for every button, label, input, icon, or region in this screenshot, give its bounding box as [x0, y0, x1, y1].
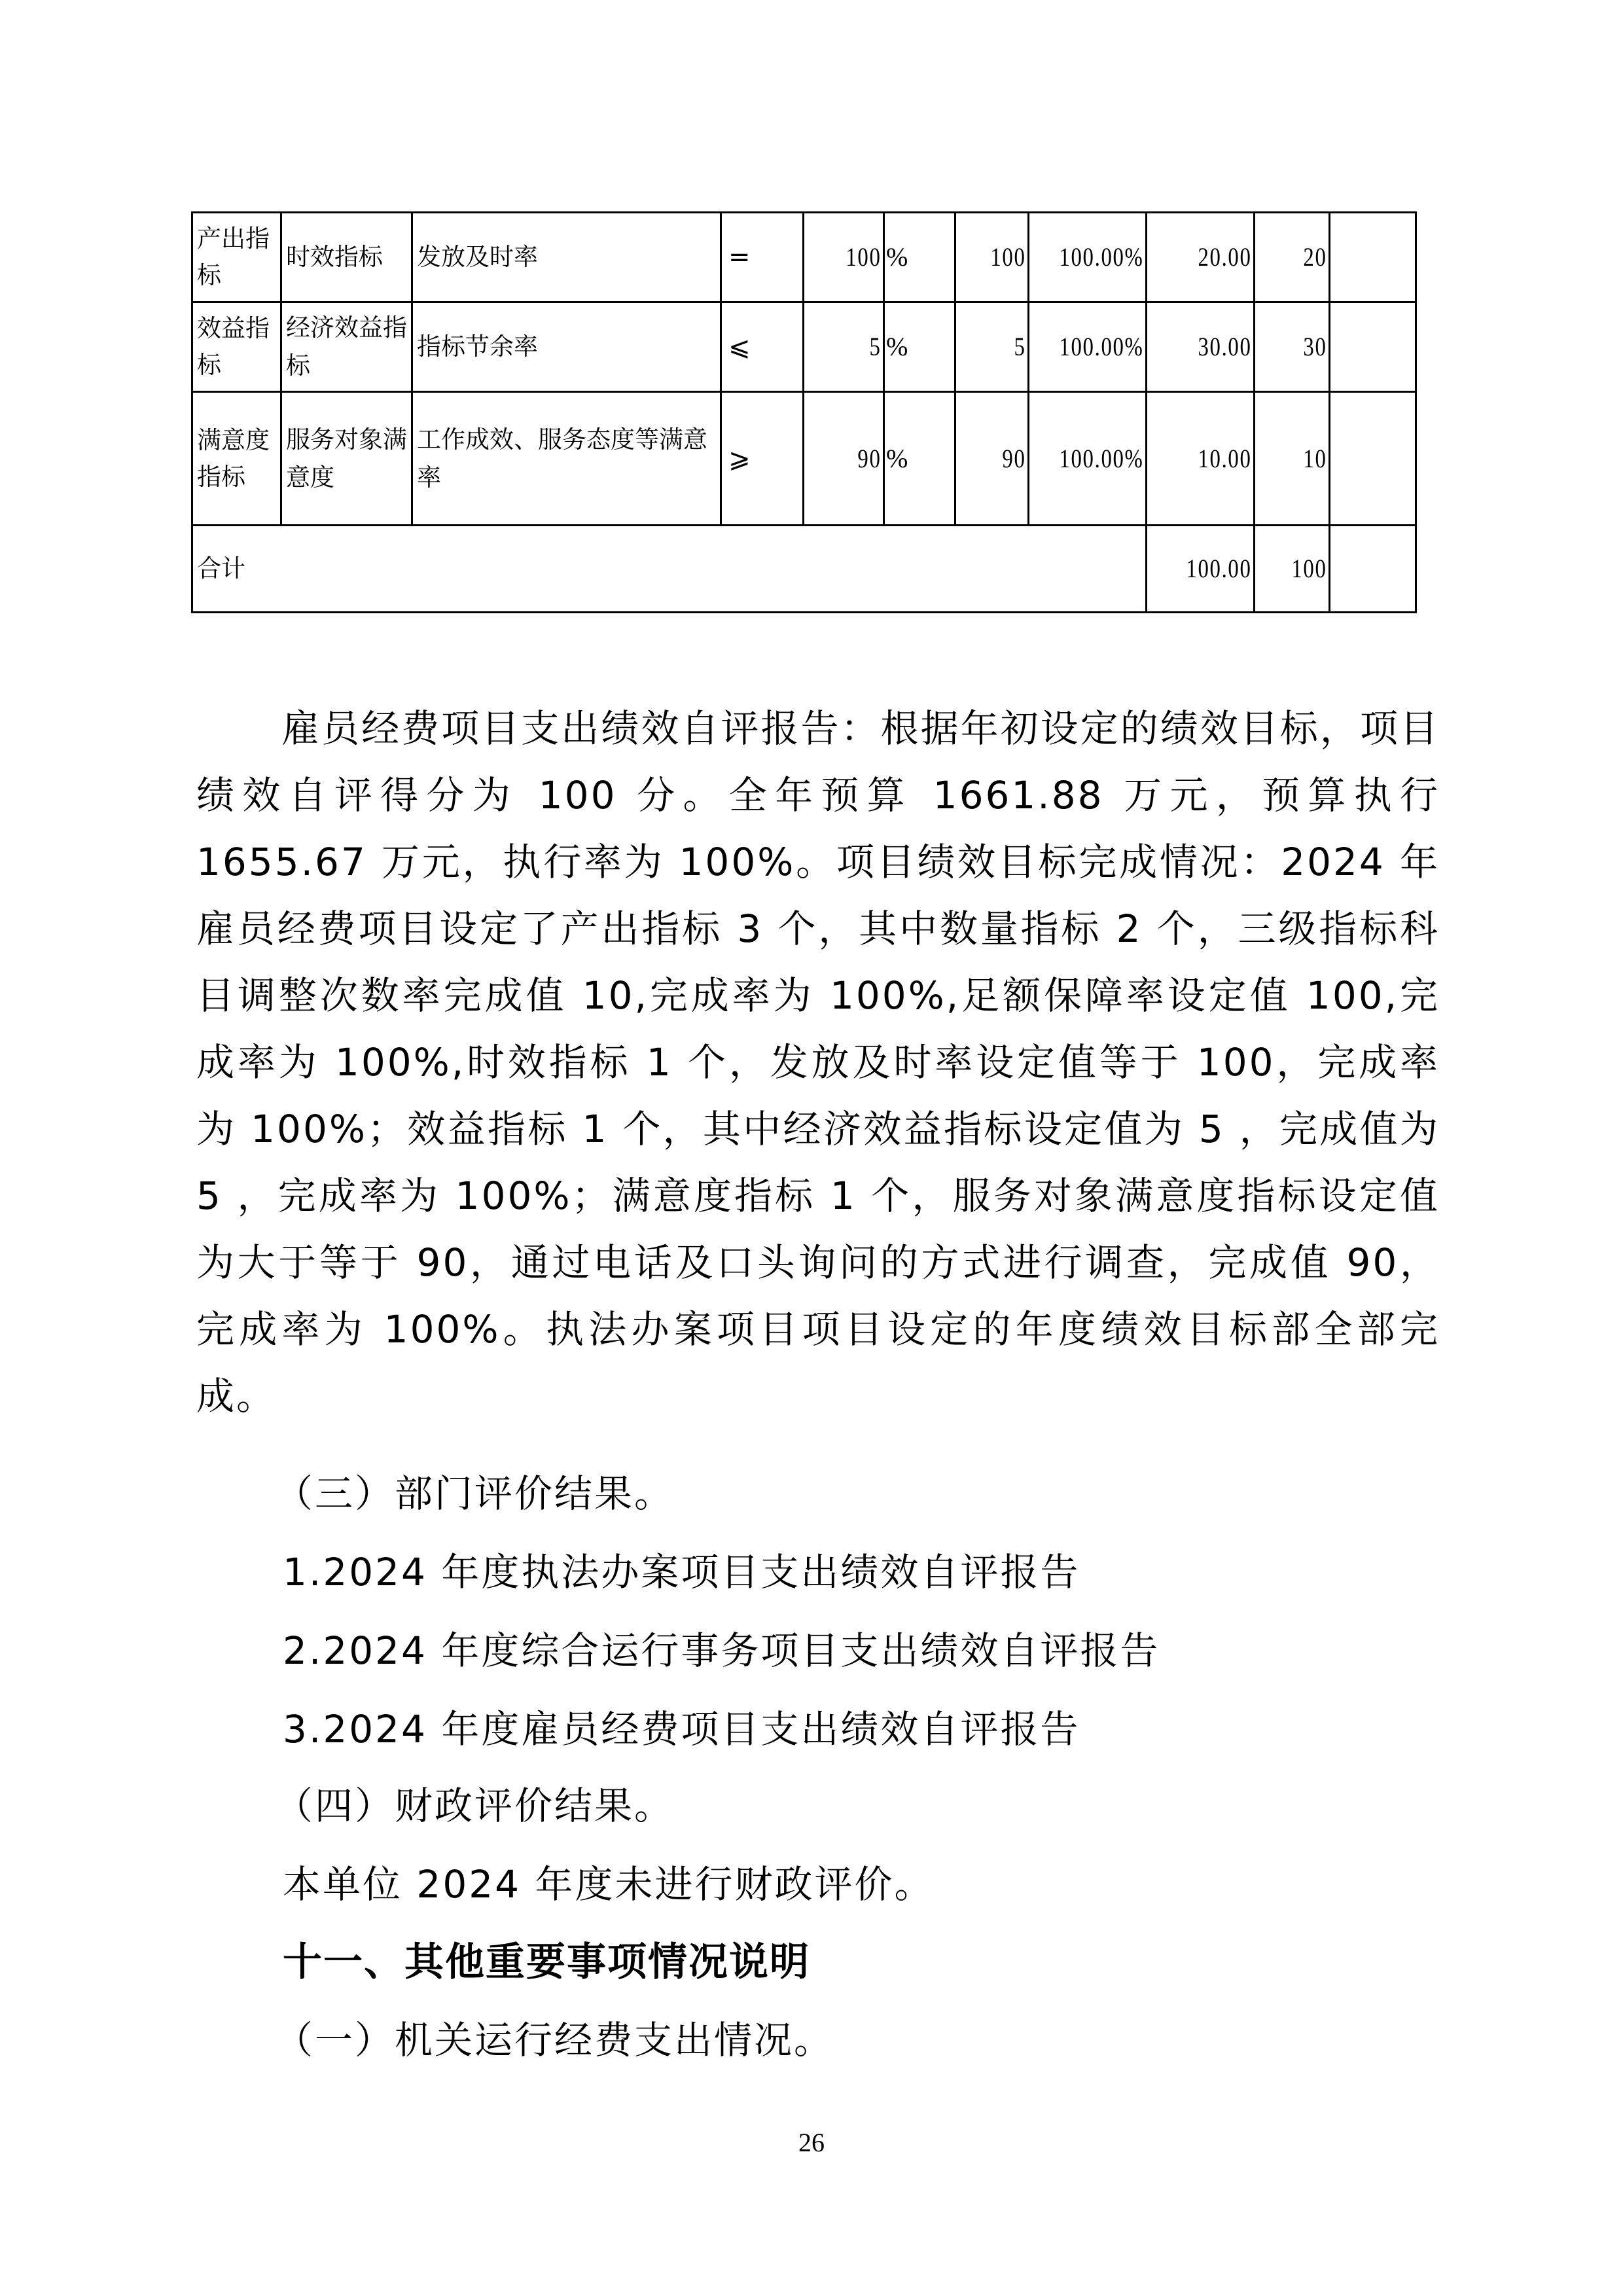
- section-4-title: （四）财政评价结果。: [275, 1784, 675, 1828]
- target-value-cell: 90: [818, 392, 884, 526]
- indicator-cell: 工作成效、服务态度等满意率: [412, 392, 721, 526]
- target-value-cell: 5: [818, 302, 884, 392]
- summary-paragraph-text: 雇员经费项目支出绩效自评报告：根据年初设定的绩效目标，项目绩效自评得分为 100 分。全年预算 1661.88 万元，预算执行 1655.67 万元，执行率为 100%。项目绩效目标完成情况：2024 年雇员经费项目设定了产出指标 3 个，其中数量指标 2 个，三级指标科目调整次数率完成值 10,完成率为 100%,足额保障率设定值 100,完成率为 100%,时效指标 1 个，发放及时率设定值等于 100，完成率为 100%；效益指标 1 个，其中经济效益指标设定值为 5 ，完成值为 5 ，完成率为 100%；满意度指标 1 个，服务对象满意度指标设定值为大于等于 90，通过电话及口头询问的方式进行调查，完成值 90，完成率为 100%。执法办案项目项目设定的年度绩效目标部全部完成。: [196, 706, 1440, 1418]
- indicator-cell: 指标节余率: [412, 302, 721, 392]
- unit-cell: %: [884, 302, 955, 392]
- chapter-11-title: 十一、其他重要事项情况说明: [283, 1939, 810, 1985]
- report-link-1[interactable]: 1.2024 年度执法办案项目支出绩效自评报告: [283, 1550, 1080, 1594]
- score-cell: 30: [1268, 302, 1329, 392]
- total-label-cell: 合计: [192, 526, 1147, 613]
- category-cell: 效益指标: [192, 302, 281, 392]
- report-link-2[interactable]: 2.2024 年度综合运行事务项目支出绩效自评报告: [283, 1628, 1160, 1673]
- report-link-3[interactable]: 3.2024 年度雇员经费项目支出绩效自评报告: [283, 1707, 1080, 1751]
- category-cell: 满意度指标: [192, 392, 281, 526]
- table-row: [192, 302, 1416, 392]
- score-cell: 20: [1268, 213, 1329, 302]
- actual-value-cell: 100: [969, 213, 1029, 302]
- sub-category-cell: 时效指标: [281, 213, 412, 302]
- section-3-title: （三）部门评价结果。: [275, 1471, 675, 1516]
- category-cell: 产出指标: [192, 213, 281, 302]
- weight-cell: 10.00: [1166, 392, 1254, 526]
- table-total-row: [192, 526, 1416, 613]
- total-score-cell: 100: [1268, 526, 1329, 613]
- total-remark-cell: [1330, 526, 1416, 613]
- weight-cell: 30.00: [1166, 302, 1254, 392]
- weight-cell: 20.00: [1166, 213, 1254, 302]
- remark-cell: [1330, 392, 1416, 526]
- section-4-text: 本单位 2024 年度未进行财政评价。: [283, 1862, 935, 1907]
- operator-cell: ⩽: [721, 302, 804, 392]
- indicator-cell: 发放及时率: [412, 213, 721, 302]
- completion-rate-cell: 100.00%: [1050, 213, 1147, 302]
- remark-cell: [1330, 213, 1416, 302]
- sub-category-cell: 服务对象满意度: [281, 392, 412, 526]
- total-weight-cell: 100.00: [1166, 526, 1254, 613]
- score-cell: 10: [1268, 392, 1329, 526]
- remark-cell: [1330, 302, 1416, 392]
- subsection-1-title: （一）机关运行经费支出情况。: [275, 2018, 834, 2062]
- table-row: [192, 392, 1416, 526]
- operator-cell: =: [721, 213, 804, 302]
- page-number: 26: [798, 2128, 825, 2157]
- unit-cell: %: [884, 213, 955, 302]
- target-value-cell: 100: [818, 213, 884, 302]
- actual-value-cell: 90: [969, 392, 1029, 526]
- table-row: [192, 213, 1416, 302]
- completion-rate-cell: 100.00%: [1050, 392, 1147, 526]
- sub-category-cell: 经济效益指标: [281, 302, 412, 392]
- operator-cell: ⩾: [721, 392, 804, 526]
- unit-cell: %: [884, 392, 955, 526]
- actual-value-cell: 5: [969, 302, 1029, 392]
- summary-paragraph: [196, 695, 1440, 1429]
- completion-rate-cell: 100.00%: [1050, 302, 1147, 392]
- performance-indicator-table: [191, 211, 1417, 613]
